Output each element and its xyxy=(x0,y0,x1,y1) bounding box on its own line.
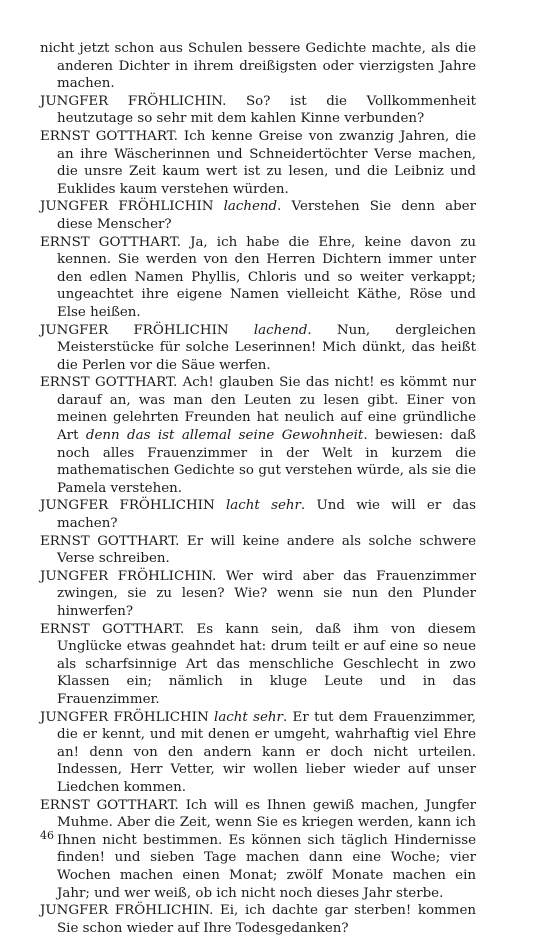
text-segment: ERNST GOTTHART. Ja, ich habe die Ehre, keine davon zu kennen. Sie werden von den Herren Dichtern immer unter den edlen Namen Phyllis, Chloris und so weiter verkappt; ungeachtet ihre eigene Namen vielleicht Käthe, Röse und Else heißen. xyxy=(40,234,476,320)
text-segment: JUNGFER FRÖHLICHIN. So? ist die Vollkommenheit heutzutage so sehr mit dem kahlen Kinne verbunden? xyxy=(40,93,476,127)
text-segment: JUNGFER FRÖHLICHIN. Wer wird aber das Frauenzimmer zwingen, sie zu lesen? Wie? wenn sie nun den Plunder hinwerfen? xyxy=(40,568,476,619)
text-segment: ERNST GOTTHART. Ach! glauben Sie das nicht! es kömmt nur darauf an, was man den Leuten zu lesen gibt. Einer von meinen gelehrten Freunden hat neulich auf eine gründliche Art xyxy=(40,375,476,444)
dialogue-paragraph xyxy=(40,709,476,797)
dialogue-paragraph xyxy=(40,40,476,93)
dialogue-paragraph xyxy=(40,198,476,233)
stage-direction: lachend xyxy=(253,322,308,338)
dialogue-paragraph xyxy=(40,568,476,621)
stage-direction: lacht sehr xyxy=(226,498,301,514)
stage-direction: lacht sehr xyxy=(214,709,283,725)
text-segment: nicht jetzt schon aus Schulen bessere Gedichte machte, als die anderen Dichter in ihrem dreißigsten oder vierzigsten Jahre machen. xyxy=(40,41,476,92)
dialogue-paragraph xyxy=(40,621,476,709)
text-segment: JUNGFER FRÖHLICHIN. Ei, ich dachte gar sterben! kommen Sie schon wieder auf Ihre Todesgedanken? xyxy=(40,903,476,936)
text-segment: . bewiesen: daß noch alles Frauenzimmer in der Welt in kurzem die mathematischen Gedichte so gut verstehen würde, als sie die Pamela verstehen. xyxy=(57,428,476,496)
text-segment: . Er tut dem Frauenzimmer, die er kennt, und mit denen er umgeht, wahrhaftig viel Ehre an! denn von den andern kann er doch nicht urteilen. Indessen, Herr Vetter, wir wollen lieber wieder auf unser Liedchen kommen. xyxy=(57,709,477,795)
text-segment: JUNGFER FRÖHLICHIN xyxy=(40,322,254,338)
dialogue-paragraph xyxy=(40,322,476,375)
text-segment: . Und wie will er das machen? xyxy=(57,498,476,532)
text-segment: JUNGFER FRÖHLICHIN xyxy=(40,498,226,514)
dialogue-paragraph xyxy=(40,902,476,937)
text-segment: . Verstehen Sie denn aber diese Menscher? xyxy=(57,199,476,232)
text-segment: . Nun, dergleichen Meisterstücke für solche Leserinnen! Mich dünkt, das heißt die Perlen vor die Säue werfen. xyxy=(57,322,477,373)
text-segment: ERNST GOTTHART. Es kann sein, daß ihm von diesem Unglücke etwas geahndet hat: drum teilt er auf eine so neue als scharfsinnige Art das menschliche Geschlecht in zwo Klassen ein; nämlich in kluge Leute und in das Frauenzimmer. xyxy=(40,621,476,707)
dialogue-paragraph xyxy=(40,128,476,198)
text-segment: ERNST GOTTHART. Ich kenne Greise von zwanzig Jahren, die an ihre Wäscherinnen und Schneidertöchter Verse machen, die unsre Zeit kaum wert ist zu lesen, und die Leibniz und Euklides kaum verstehen würden. xyxy=(40,128,476,197)
page-number: 46 xyxy=(40,829,54,842)
dialogue-paragraph xyxy=(40,533,476,568)
text-segment: JUNGFER FRÖHLICHIN xyxy=(40,709,215,725)
dialogue-paragraph xyxy=(40,497,476,532)
stage-direction: denn das ist allemal seine Gewohnheit xyxy=(85,428,364,444)
dialogue-paragraph xyxy=(40,797,476,903)
text-segment: JUNGFER FRÖHLICHIN xyxy=(40,199,224,215)
dialogue-text xyxy=(40,40,476,937)
dialogue-paragraph xyxy=(40,93,476,128)
dialogue-paragraph xyxy=(40,234,476,322)
text-segment: ERNST GOTTHART. Ich will es Ihnen gewiß machen, Jungfer Muhme. Aber die Zeit, wenn Sie es kriegen werden, kann ich Ihnen nicht bestimmen. Es können sich täglich Hindernisse finden! und sieben Tage machen dann eine Woche; vier Wochen machen einen Monat; zwölf Monate machen ein Jahr; und wer weiß, ob ich nicht noch dieses Jahr sterbe. xyxy=(40,797,476,901)
dialogue-paragraph xyxy=(40,374,476,497)
stage-direction: lachend xyxy=(223,199,278,215)
text-segment: ERNST GOTTHART. Er will keine andere als solche schwere Verse schreiben. xyxy=(40,533,476,567)
